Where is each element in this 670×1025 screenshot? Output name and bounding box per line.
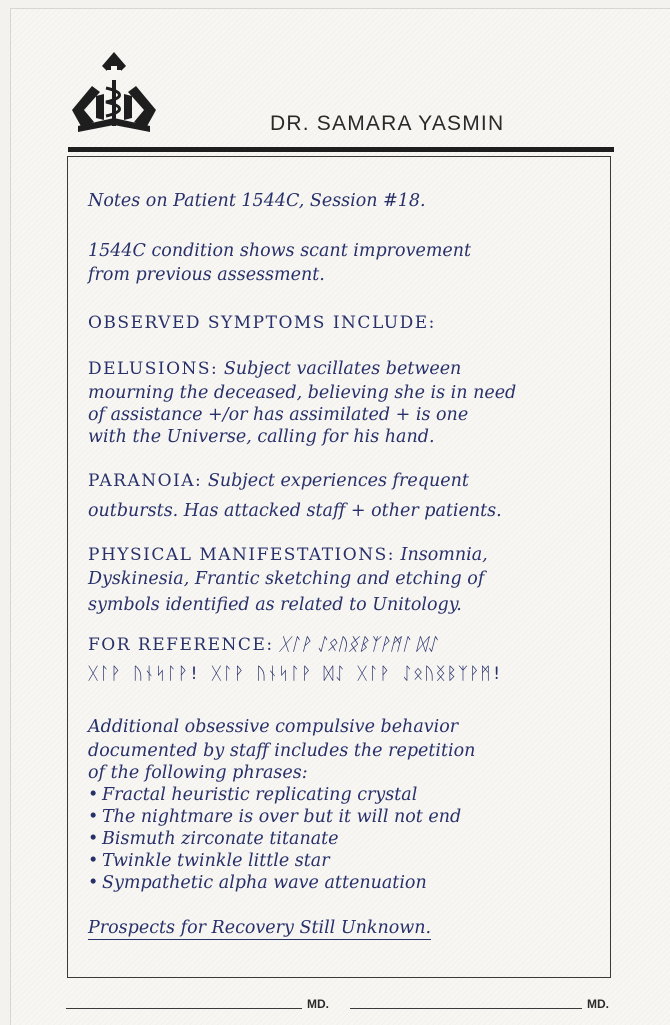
ocd-line-2: documented by staff includes the repetition (88, 741, 476, 761)
physical-text-1: Insomnia, (400, 545, 488, 565)
physical-line-1 (88, 544, 608, 566)
delusions-line-4: with the Universe, calling for his hand. (88, 427, 435, 447)
doctor-name: DR. SAMARA YASMIN (270, 112, 505, 135)
ocd-line-3: of the following phrases: (88, 763, 308, 783)
phrase-text: Twinkle twinkle little star (102, 851, 330, 871)
delusions-text-1: Subject vacillates between (223, 359, 462, 379)
paranoia-text-1: Subject experiences frequent (207, 471, 469, 491)
notes-title: Notes on Patient 1544C, Session #18. (88, 191, 426, 211)
physical-line-3: symbols identified as related to Unitology. (88, 595, 462, 615)
phrases-list (88, 784, 608, 894)
header-divider (68, 147, 614, 152)
bullet-icon: • (88, 873, 99, 893)
reference-glyphs-1: ᚷᛚᚹ ᛇᛟᚢᛝᛒᛉᚹᛗᛚ ᛞᛇ (279, 635, 438, 655)
observed-symptoms-heading: OBSERVED SYMPTOMS INCLUDE: (88, 313, 436, 333)
list-item (88, 806, 608, 828)
bullet-icon: • (88, 829, 99, 849)
physical-line-2: Dyskinesia, Frantic sketching and etching of (88, 569, 485, 589)
physical-label: PHYSICAL MANIFESTATIONS: (88, 545, 395, 565)
reference-line-1 (88, 634, 608, 656)
bullet-icon: • (88, 807, 99, 827)
medical-caduceus-logo-icon (68, 48, 160, 136)
phrase-text: Fractal heuristic replicating crystal (102, 785, 418, 805)
md-label-2: MD. (587, 997, 609, 1011)
paranoia-label: PARANOIA: (88, 471, 203, 491)
md-label-1: MD. (307, 997, 329, 1011)
phrases-list-container (88, 784, 608, 894)
signature-line-1 (66, 1008, 302, 1009)
condition-line-2: from previous assessment. (88, 265, 325, 285)
phrase-text: Sympathetic alpha wave attenuation (102, 873, 427, 893)
delusions-line-2: mourning the deceased, believing she is in need (88, 383, 517, 403)
paranoia-line-2: outbursts. Has attacked staff + other patients. (88, 501, 502, 521)
list-item (88, 850, 608, 872)
delusions-line-1 (88, 358, 608, 380)
ocd-line-1: Additional obsessive compulsive behavior (88, 717, 459, 737)
phrase-text: The nightmare is over but it will not end (102, 807, 462, 827)
phrase-text: Bismuth zirconate titanate (102, 829, 339, 849)
prospects-line (88, 918, 431, 938)
list-item (88, 828, 608, 850)
signature-line-2 (350, 1008, 582, 1009)
delusions-label: DELUSIONS: (88, 359, 219, 379)
delusions-line-3: of assistance +/or has assimilated + is one (88, 405, 469, 425)
bullet-icon: • (88, 851, 99, 871)
reference-label: FOR REFERENCE: (88, 635, 274, 655)
list-item (88, 872, 608, 894)
condition-line-1: 1544C condition shows scant improvement (88, 241, 472, 261)
prospects-text: Prospects for Recovery Still Unknown. (88, 918, 432, 938)
reference-glyphs-2: ᚷᛚᚹ ᚢᚾᛋᛚᚹ! ᚷᛚᚹ ᚢᚾᛋᛚᚹ ᛞᛇ ᚷᛚᚹ ᛇᛟᚢᛝᛒᛉᚹᛗ! (88, 664, 503, 684)
list-item (88, 784, 608, 806)
bullet-icon: • (88, 785, 99, 805)
paranoia-line-1 (88, 470, 608, 492)
